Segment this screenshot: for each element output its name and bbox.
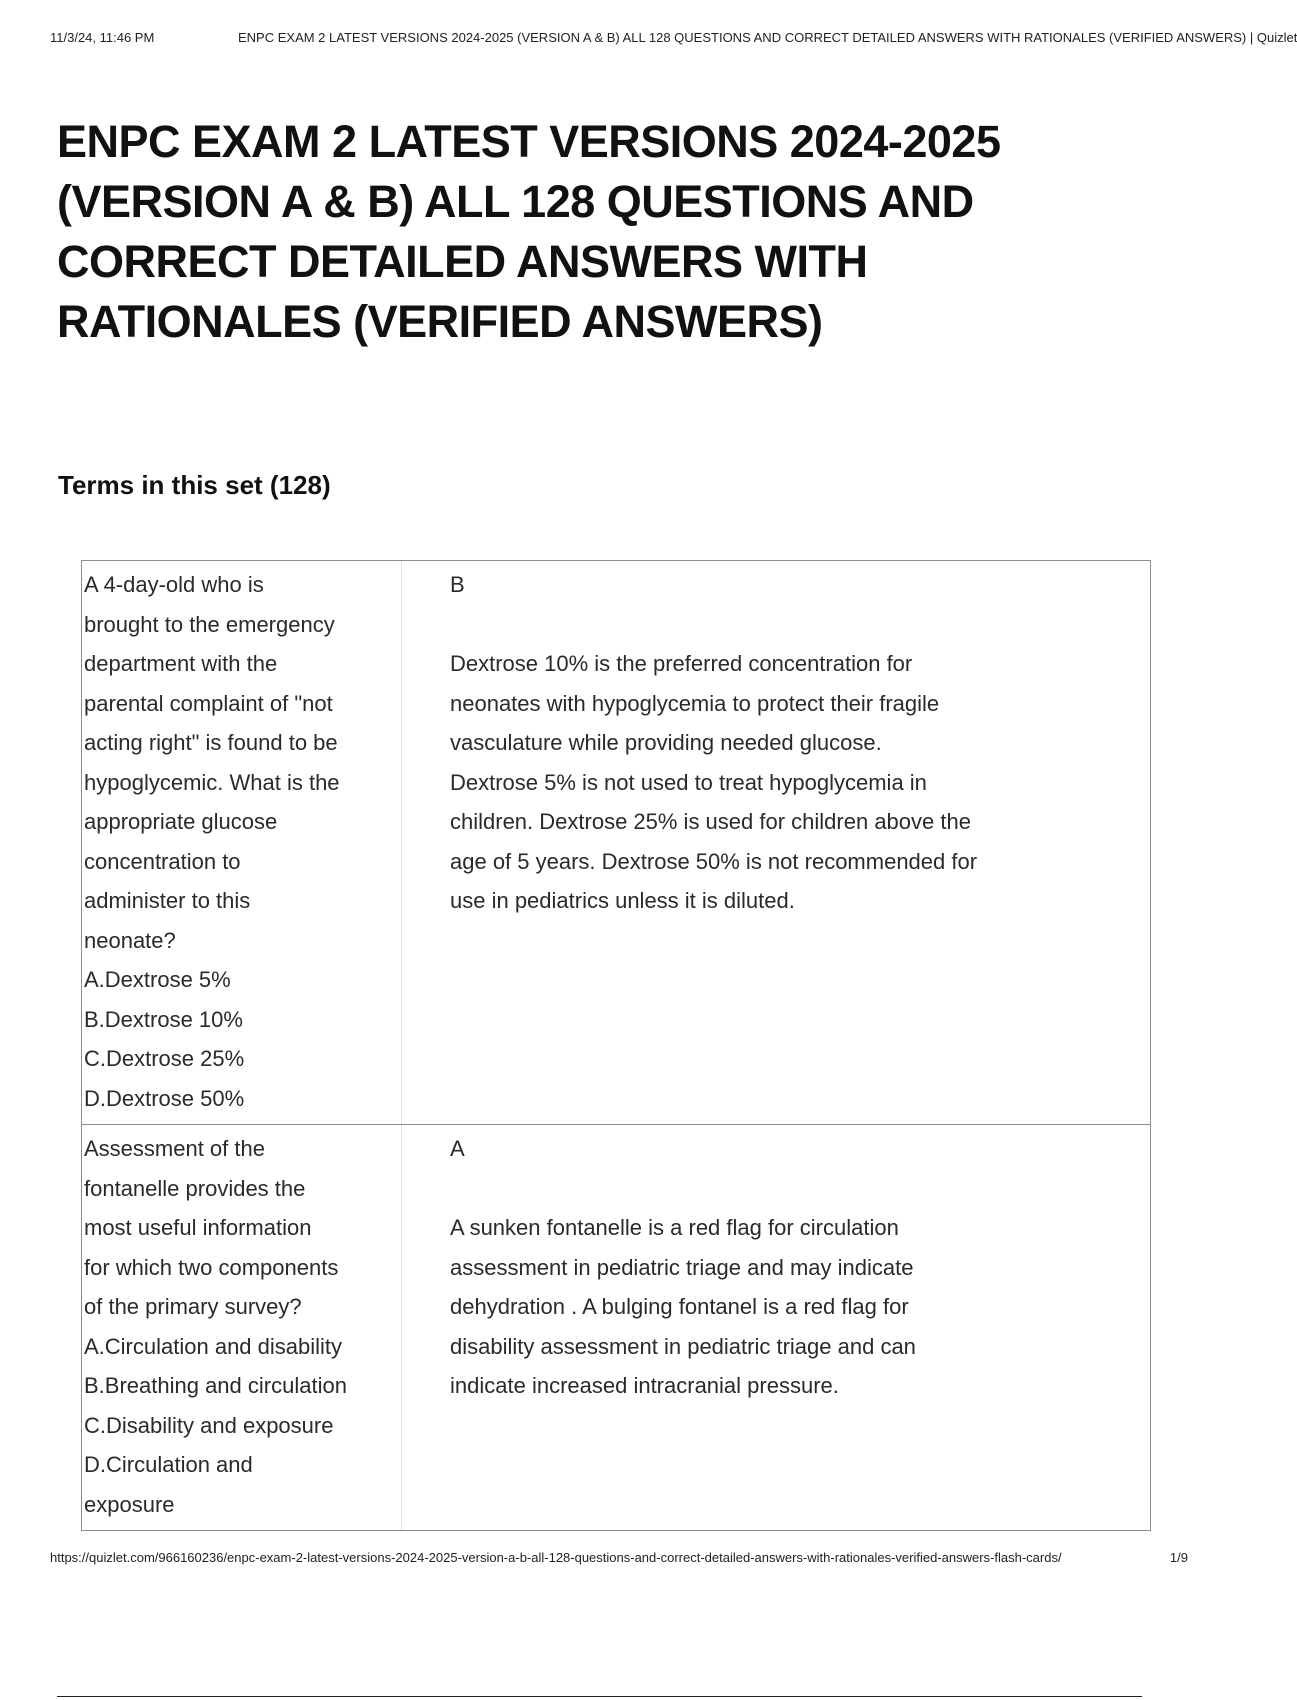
term-card — [82, 561, 1150, 1124]
option-a: A.Dextrose 5% — [84, 967, 231, 992]
answer-letter: B — [450, 572, 465, 597]
rationale-line: A sunken fontanelle is a red flag for circulation — [450, 1215, 899, 1240]
page-title-line: CORRECT DETAILED ANSWERS WITH — [57, 236, 868, 287]
option-c: C.Disability and exposure — [84, 1412, 334, 1438]
question-line: administer to this — [84, 888, 251, 913]
terms-heading: Terms in this set (128) — [58, 470, 331, 500]
rationale-line: disability assessment in pediatric triage and can — [450, 1333, 916, 1359]
option-a: A.Circulation and disability — [84, 1333, 343, 1359]
question-line: most useful information — [84, 1215, 312, 1240]
question-line: concentration to — [84, 848, 241, 874]
term-card — [82, 1124, 1150, 1530]
question-line: brought to the emergency — [84, 611, 335, 637]
option-d-continued: exposure — [84, 1491, 175, 1517]
rationale-line: Dextrose 10% is the preferred concentration for — [450, 651, 913, 676]
term-definition — [402, 561, 1150, 1124]
answer-letter: A — [450, 1136, 465, 1161]
page-title-line: RATIONALES (VERIFIED ANSWERS) — [57, 296, 823, 347]
question-line: acting right" is found to be — [84, 730, 338, 755]
question-line: hypoglycemic. What is the — [84, 769, 340, 795]
question-line: of the primary survey? — [84, 1294, 302, 1319]
question-line: for which two components — [84, 1254, 339, 1280]
rationale-line: vasculature while providing needed glucose. — [450, 730, 882, 755]
page-title — [57, 112, 1117, 352]
print-doc-title: ENPC EXAM 2 LATEST VERSIONS 2024-2025 (VERSION A & B) ALL 128 QUESTIONS AND CORRECT DETAILED ANSWERS WITH RATIONALES (VERIFIED ANSWERS) | Quizlet — [238, 30, 1297, 45]
rationale-line: children. Dextrose 25% is used for children above the — [450, 809, 971, 834]
question-line: department with the — [84, 651, 278, 676]
question-line: Assessment of the — [84, 1136, 265, 1161]
page-title-line: ENPC EXAM 2 LATEST VERSIONS 2024-2025 — [57, 116, 1001, 167]
print-url: https://quizlet.com/966160236/enpc-exam-2-latest-versions-2024-2025-version-a-b-all-128-questions-and-correct-detailed-answers-with-rationales-verified-answers-flash-cards/ — [50, 1550, 1062, 1565]
rationale-line: dehydration . A bulging fontanel is a red flag for — [450, 1294, 909, 1319]
question-line: A 4-day-old who is — [84, 572, 264, 597]
page-title-line: (VERSION A & B) ALL 128 QUESTIONS AND — [57, 176, 974, 227]
term-question — [82, 561, 402, 1124]
page-number: 1/9 — [1169, 1550, 1188, 1565]
rationale-line: age of 5 years. Dextrose 50% is not recommended for — [450, 848, 978, 874]
terms-table — [81, 560, 1151, 1531]
term-question — [82, 1125, 402, 1530]
option-c: C.Dextrose 25% — [84, 1046, 245, 1071]
option-b: B.Dextrose 10% — [84, 1006, 243, 1032]
rationale-line: neonates with hypoglycemia to protect their fragile — [450, 690, 940, 716]
question-line: appropriate glucose — [84, 809, 278, 834]
rationale-line: Dextrose 5% is not used to treat hypoglycemia in — [450, 769, 927, 795]
option-d: D.Dextrose 50% — [84, 1085, 245, 1111]
rationale-line: indicate increased intracranial pressure. — [450, 1373, 839, 1398]
question-line: neonate? — [84, 927, 176, 953]
rationale-line: use in pediatrics unless it is diluted. — [450, 888, 795, 913]
page-divider — [57, 1696, 1142, 1697]
question-line: parental complaint of "not — [84, 690, 333, 716]
option-b: B.Breathing and circulation — [84, 1373, 347, 1398]
print-date: 11/3/24, 11:46 PM — [50, 30, 155, 45]
question-line: fontanelle provides the — [84, 1175, 306, 1201]
option-d: D.Circulation and — [84, 1452, 253, 1477]
term-definition — [402, 1125, 1150, 1530]
rationale-line: assessment in pediatric triage and may indicate — [450, 1254, 914, 1280]
